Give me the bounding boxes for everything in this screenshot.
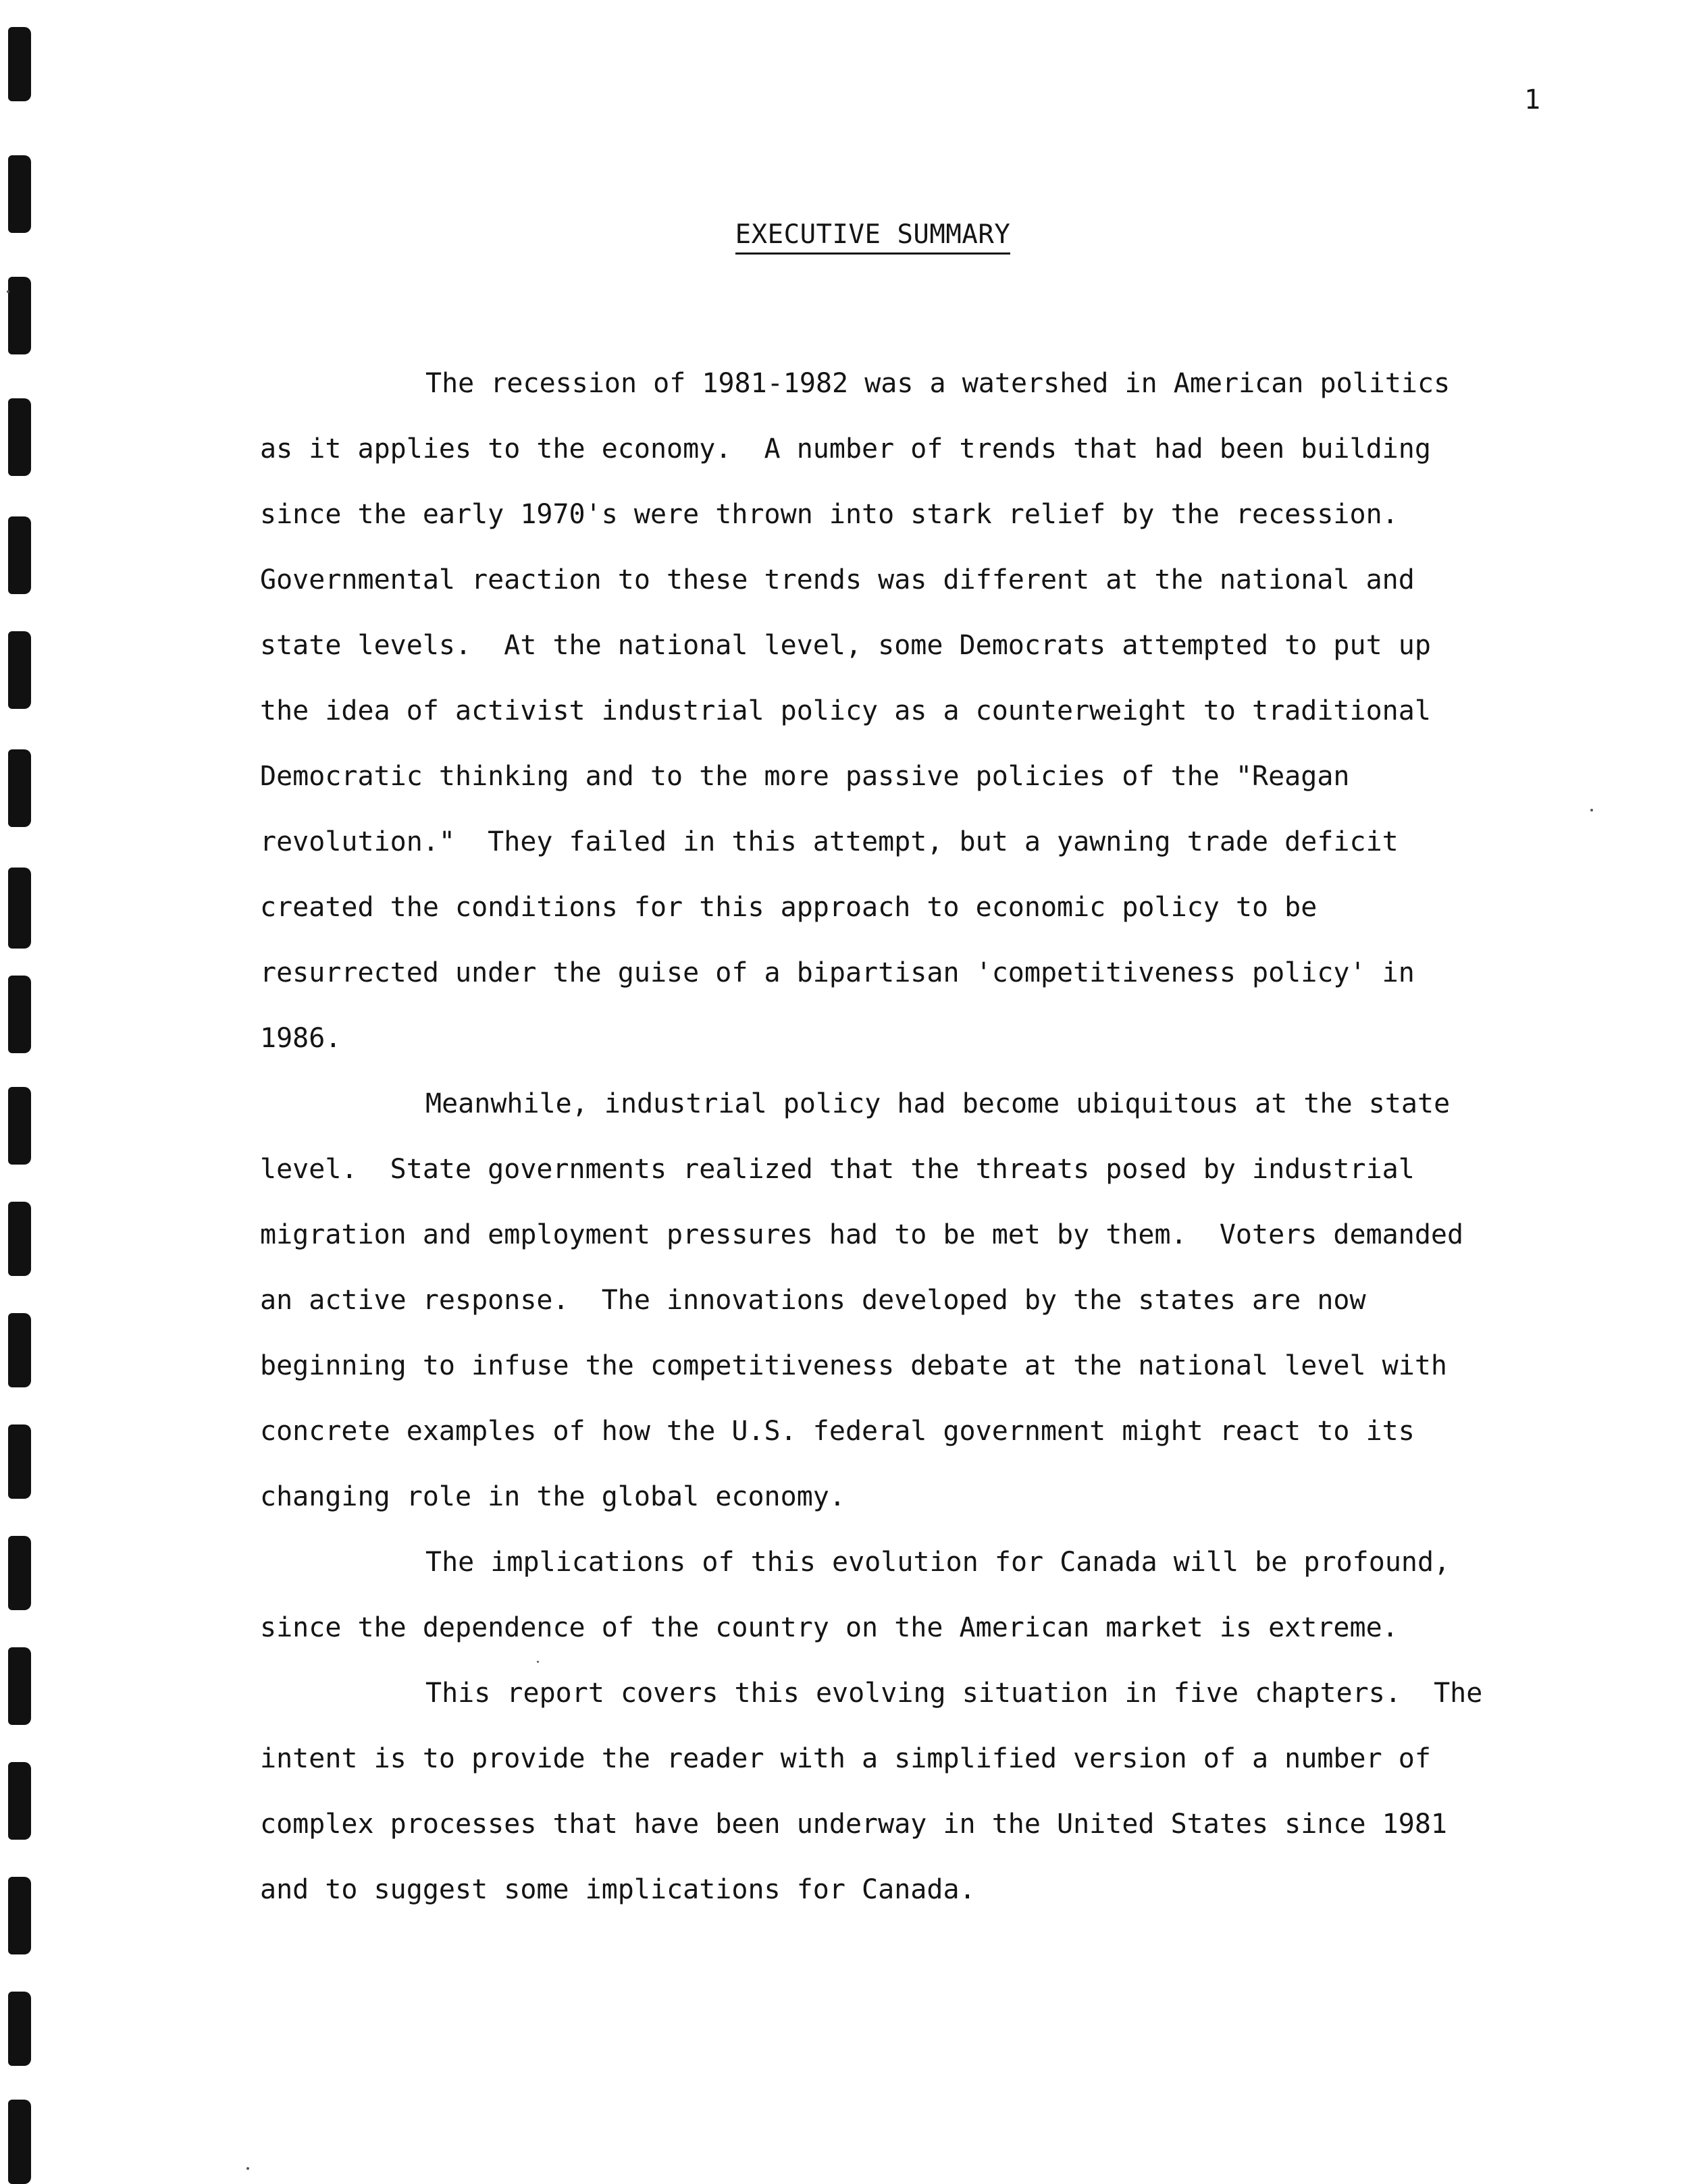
page-title [0,219,1695,255]
page-title-text: EXECUTIVE SUMMARY [735,219,1011,255]
binding-mark [8,976,31,1053]
paragraph-line: This report covers this evolving situation in five chapters. The [425,1678,1483,1709]
paragraph-line: state levels. At the national level, some Democrats attempted to put up [260,630,1431,661]
binding-mark [8,1992,31,2066]
paragraph-line: revolution." They failed in this attempt, but a yawning trade deficit [260,826,1399,857]
paragraph-line: an active response. The innovations developed by the states are now [260,1285,1366,1316]
binding-mark [8,1202,31,1276]
paragraph-line: the idea of activist industrial policy as a counterweight to traditional [260,695,1431,726]
binding-mark [8,1762,31,1840]
scan-speck [246,2167,249,2170]
binding-mark [8,398,31,476]
binding-mark [8,1424,31,1499]
binding-mark [8,631,31,709]
binding-mark [8,1877,31,1954]
paragraph-line: Governmental reaction to these trends was different at the national and [260,564,1415,595]
scan-speck [1590,809,1593,811]
paragraph-line: as it applies to the economy. A number of trends that had been building [260,433,1431,464]
paragraph-line: The implications of this evolution for Canada will be profound, [425,1547,1451,1578]
binding-mark [8,516,31,594]
page-number: 1 [1524,84,1541,115]
paragraph-line: since the early 1970's were thrown into stark relief by the recession. [260,499,1399,530]
paragraph-line: and to suggest some implications for Canada. [260,1874,976,1905]
paragraph-line: created the conditions for this approach to economic policy to be [260,892,1318,923]
paragraph-line: changing role in the global economy. [260,1481,845,1512]
paragraph-line: 1986. [260,1023,342,1054]
binding-mark [8,277,31,354]
paragraph-line: beginning to infuse the competitiveness debate at the national level with [260,1350,1447,1381]
binding-mark [8,1536,31,1610]
paragraph-line: intent is to provide the reader with a simplified version of a number of [260,1743,1431,1774]
summary-body [260,351,1523,1923]
binding-mark [8,1647,31,1725]
paragraph-line: concrete examples of how the U.S. federal government might react to its [260,1416,1415,1447]
binding-mark [8,1313,31,1387]
scan-speck [7,290,9,293]
paragraph-line: The recession of 1981-1982 was a watershed in American politics [425,368,1451,399]
paragraph-line: since the dependence of the country on the American market is extreme. [260,1612,1399,1643]
binding-mark [8,1087,31,1165]
paragraph-line: complex processes that have been underway in the United States since 1981 [260,1809,1447,1840]
binding-mark [8,868,31,949]
paragraph-line: level. State governments realized that the threats posed by industrial [260,1154,1415,1185]
binding-mark [8,2100,31,2184]
paragraph-line: Meanwhile, industrial policy had become ubiquitous at the state [425,1088,1451,1119]
paragraph-line: migration and employment pressures had to be met by them. Voters demanded [260,1219,1464,1250]
binding-mark [8,27,31,101]
paragraph-line: Democratic thinking and to the more passive policies of the "Reagan [260,761,1350,792]
binding-mark [8,749,31,827]
paragraph-line: resurrected under the guise of a bipartisan 'competitiveness policy' in [260,957,1415,988]
